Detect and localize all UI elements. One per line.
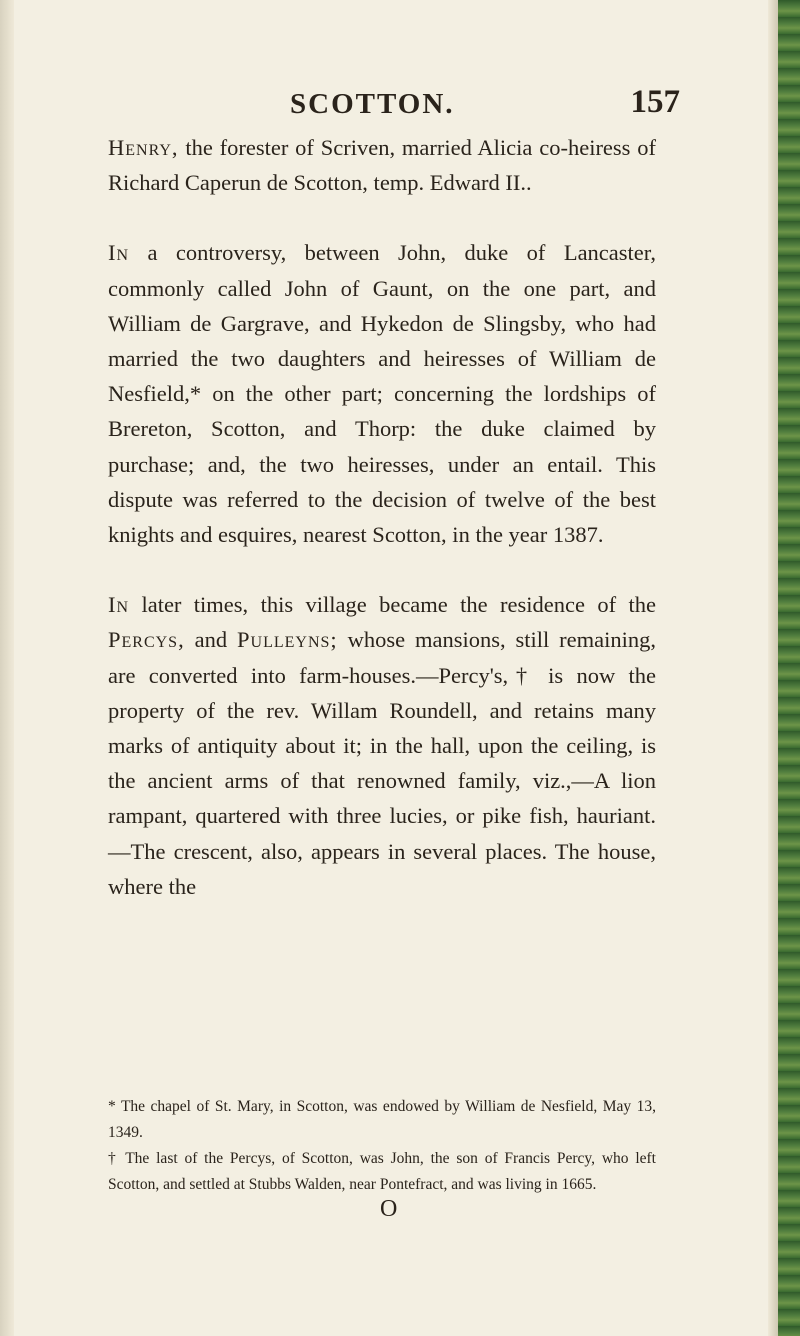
running-title: SCOTTON. (290, 88, 455, 120)
paragraph-controversy (108, 235, 656, 552)
family-name-percys: Percys, (108, 627, 185, 653)
footnote-dagger: † The last of the Percys, of Scotton, was John, the son of Francis Percy, who left Scotton, and settled at Stubbs Walden, near Pontefract, and was living in 1665. (108, 1150, 656, 1193)
paragraph-text: a controversy, between John, duke of Lancaster, commonly called John of Gaunt, on the one part, and William de Gargrave, and Hykedon de Slingsby, who had married the two daughters and heiresses of William de Nesfield,* on the other part; concerning the lordships of Brereton, Scotton, and Thorp: the duke claimed by purchase; and, the two heiresses, under an entail. This dispute was referred to the decision of twelve of the best knights and esquires, nearest Scotton, in the year 1387. (108, 240, 656, 548)
footnote-asterisk: * The chapel of St. Mary, in Scotton, was endowed by William de Nesfield, May 13, 1349. (108, 1098, 656, 1141)
page-gutter-left (0, 0, 14, 1336)
footnotes (108, 1094, 656, 1198)
book-binding-edge (778, 0, 800, 1336)
family-name-pulleyns: Pulleyns; (237, 627, 338, 653)
paragraph-lead: In (108, 592, 130, 618)
paragraph-lead: In (108, 240, 130, 266)
paragraph-henry (108, 130, 656, 200)
paragraph-text: and (184, 627, 238, 653)
paragraph-text: the forester of Scriven, married Alicia co-heiress of Richard Caperun de Scotton, temp. Edward II.. (108, 135, 656, 196)
page-number: 157 (630, 84, 680, 120)
body-text (108, 130, 656, 939)
paragraph-later-times (108, 587, 656, 904)
signature-mark: O (380, 1196, 399, 1222)
paragraph-text: later times, this village became the residence of the (129, 592, 656, 618)
page-edge-shadow (768, 0, 778, 1336)
paragraph-text: whose mansions, still remaining, are converted into farm-houses.—Percy's,† is now the property of the rev. Willam Roundell, and retains many marks of antiquity about it; in the hall, upon the ceiling, is the ancient arms of that renowned family, viz.,—A lion rampant, quartered with three lucies, or pike fish, hauriant.—The crescent, also, appears in several places. The house, where the (108, 627, 656, 899)
paragraph-lead: Henry, (108, 135, 179, 160)
page-header (290, 84, 680, 128)
